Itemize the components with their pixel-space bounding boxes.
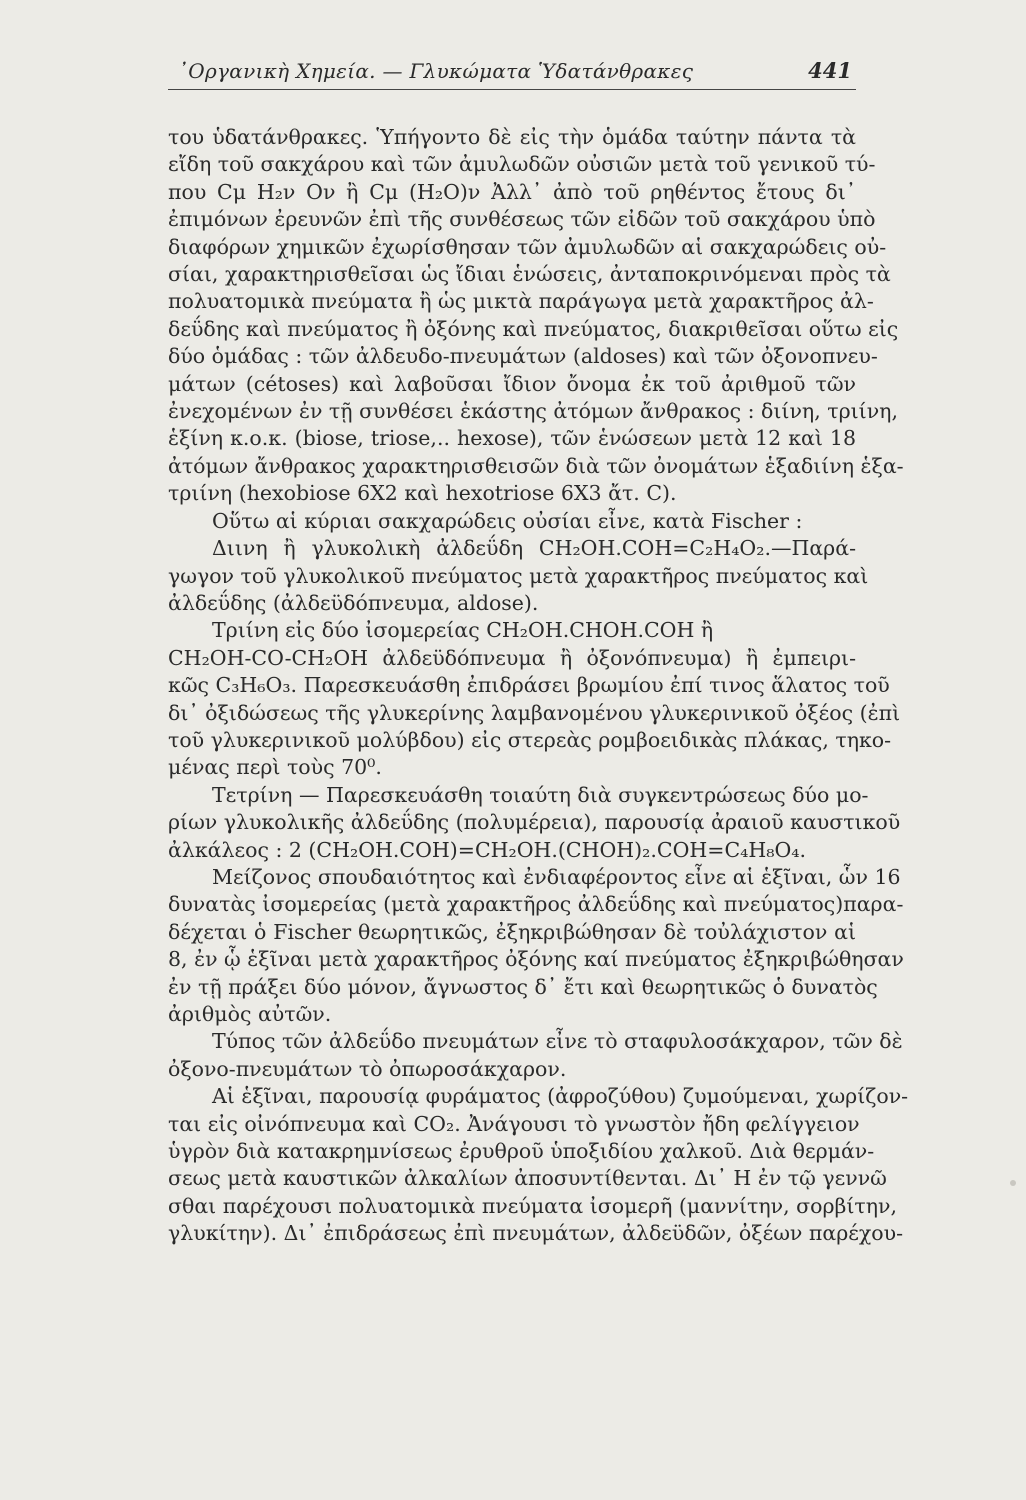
text-line: Οὕτω αἱ κύριαι σακχαρώδεις οὐσίαι εἶνε, κατὰ Fischer : — [212, 508, 803, 533]
text-line: Διινη ἢ γλυκολικὴ ἀλδεΰδη CH₂OH.COH=C₂H₄O₂.—Παρά- — [212, 536, 856, 561]
text-line: ἐπιμόνων ἐρευνῶν ἐπὶ τῆς συνθέσεως τῶν εἰδῶν τοῦ σακχάρου ὑπὸ — [168, 207, 876, 232]
text-line: ἑξίνη κ.ο.κ. (biose, triose,.. hexose), τῶν ἑνώσεων μετὰ 12 καὶ 18 — [168, 426, 856, 451]
text-line: κῶς C₃H₆O₃. Παρεσκευάσθη ἐπιδράσει βρωμίου ἐπί τινος ἅλατος τοῦ — [168, 673, 890, 698]
text-line: δυνατὰς ἰσομερείας (μετὰ χαρακτῆρος ἀλδεΰδης καὶ πνεύματος)παρα- — [168, 892, 904, 917]
text-line: του ὑδατάνθρακες. Ὑπήγοντο δὲ εἰς τὴν ὁμάδα ταύτην πάντα τὰ — [168, 125, 856, 149]
scan-mark — [1010, 1180, 1016, 1186]
text-line: διαφόρων χημικῶν ἐχωρίσθησαν τῶν ἀμυλωδῶν αἱ σακχαρώδεις οὐ- — [168, 234, 887, 259]
text-line: δι᾽ ὀξιδώσεως τῆς γλυκερίνης λαμβανομένου γλυκερινικοῦ ὀξέος (ἐπὶ — [168, 700, 901, 725]
text-line: ἀριθμὸς αὐτῶν. — [168, 1002, 332, 1026]
text-line: μένας περὶ τοὺς 70⁰. — [168, 755, 382, 780]
text-line: δύο ὁμάδας : τῶν ἀλδευδο-πνευμάτων (aldoses) καὶ τῶν ὀξονοπνευ- — [168, 344, 878, 369]
text-line: γωγον τοῦ γλυκολικοῦ πνεύματος μετὰ χαρακτῆρος πνεύματος καὶ — [168, 563, 869, 588]
text-line: ἐνεχομένων ἐν τῇ συνθέσει ἑκάστης ἀτόμων ἄνθρακος : διίνη, τριίνη, — [168, 399, 898, 424]
text-line: σεως μετὰ καυστικῶν ἀλκαλίων ἀποσυντίθενται. Δι᾽ H ἐν τῷ γεννῶ — [168, 1166, 887, 1191]
text-line: τοῦ γλυκερινικοῦ μολύβδου) εἰς στερεὰς ρομβοειδικὰς πλάκας, τηκο- — [168, 727, 892, 752]
text-line: 8, ἐν ᾧ ἑξῖναι μετὰ χαρακτῆρος ὀξόνης καί πνεύματος ἐξηκριβώθησαν — [168, 947, 904, 972]
text-line: Τύπος τῶν ἀλδεΰδο πνευμάτων εἶνε τὸ σταφυλοσάκχαρον, τῶν δὲ — [212, 1029, 903, 1054]
text-line: Τριίνη εἰς δύο ἰσομερείας CH₂OH.CHOH.COH ἢ — [212, 618, 714, 643]
text-line: ἐν τῇ πράξει δύο μόνον, ἄγνωστος δ᾽ ἔτι καὶ θεωρητικῶς ὁ δυνατὸς — [168, 974, 878, 999]
text-line: ἀλκάλεος : 2 (CH₂OH.COH)=CH₂OH.(CHOH)₂.COH=C₄H₈O₄. — [168, 837, 806, 862]
text-line: CH₂OH-CO-CH₂OH ἀλδεϋδόπνευμα ἢ ὀξονόπνευμα) ἢ ἐμπειρι- — [168, 645, 856, 670]
text-line: ὀξονο-πνευμάτων τὸ ὀπωροσάκχαρον. — [168, 1056, 567, 1081]
text-line: Τετρίνη — Παρεσκευάσθη τοιαύτη διὰ συγκεντρώσεως δύο μο- — [212, 782, 869, 807]
text-line: Μείζονος σπουδαιότητος καὶ ἐνδιαφέροντος εἶνε αἱ ἑξῖναι, ὧν 16 — [212, 864, 901, 889]
text-line: σθαι παρέχουσι πολυατομικὰ πνεύματα ἰσομερῆ (μαννίτην, σορβίτην, — [168, 1193, 898, 1218]
text-line: ἀλδεΰδης (ἀλδεϋδόπνευμα, aldose). — [168, 590, 539, 615]
text-line: δεΰδης καὶ πνεύματος ἢ ὀξόνης καὶ πνεύματος, διακριθεῖσαι οὕτω εἰς — [168, 316, 899, 341]
text-line: ται εἰς οἰνόπνευμα καὶ CO₂. Ἀνάγουσι τὸ γνωστὸν ἤδη φελίγγειον — [168, 1111, 860, 1136]
text-line: τριίνη (hexobiose 6X2 καὶ hexotriose 6X3 ἄτ. C). — [168, 481, 677, 506]
text-line: μάτων (cétoses) καὶ λαβοῦσαι ἴδιον ὄνομα ἐκ τοῦ ἀριθμοῦ τῶν — [168, 371, 856, 396]
text-line: ὑγρὸν διὰ κατακρημνίσεως ἐρυθροῦ ὑποξιδίου χαλκοῦ. Διὰ θερμάν- — [168, 1139, 875, 1164]
text-line: Αἱ ἑξῖναι, παρουσίᾳ φυράματος (ἀφροζύθου) ζυμούμεναι, χωρίζον- — [212, 1084, 909, 1109]
body-text — [168, 124, 909, 1248]
page-number: 441 — [808, 58, 852, 83]
text-line: δέχεται ὁ Fischer θεωρητικῶς, ἐξηκριβώθησαν δὲ τοὐλάχιστον αἱ — [168, 919, 856, 944]
text-line: που Cμ H₂ν Oν ἢ Cμ (H₂O)ν Ἀλλ᾽ ἀπὸ τοῦ ρηθέντος ἔτους δι᾽ — [168, 179, 856, 204]
text-line: ἀτόμων ἄνθρακος χαρακτηρισθεισῶν διὰ τῶν ὀνομάτων ἑξαδιίνη ἑξα- — [168, 453, 904, 478]
text-line: γλυκίτην). Δι᾽ ἐπιδράσεως ἐπὶ πνευμάτων, ἀλδεϋδῶν, ὀξέων παρέχου- — [168, 1221, 904, 1246]
text-line: σίαι, χαρακτηρισθεῖσαι ὡς ἴδιαι ἑνώσεις, ἀνταποκρινόμεναι πρὸς τὰ — [168, 262, 891, 287]
text-line: εἴδη τοῦ σακχάρου καὶ τῶν ἀμυλωδῶν οὐσιῶν μετὰ τοῦ γενικοῦ τύ- — [168, 152, 876, 177]
page-header — [168, 58, 856, 90]
text-line: πολυατομικὰ πνεύματα ἢ ὡς μικτὰ παράγωγα μετὰ χαρακτῆρος ἀλ- — [168, 289, 874, 314]
text-line: ρίων γλυκολικῆς ἀλδεΰδης (πολυμέρεια), παρουσίᾳ ἀραιοῦ καυστικοῦ — [168, 810, 901, 835]
running-title: ᾽Οργανικὴ Χημεία. — Γλυκώματα Ὑδατάνθρακες — [178, 59, 694, 83]
